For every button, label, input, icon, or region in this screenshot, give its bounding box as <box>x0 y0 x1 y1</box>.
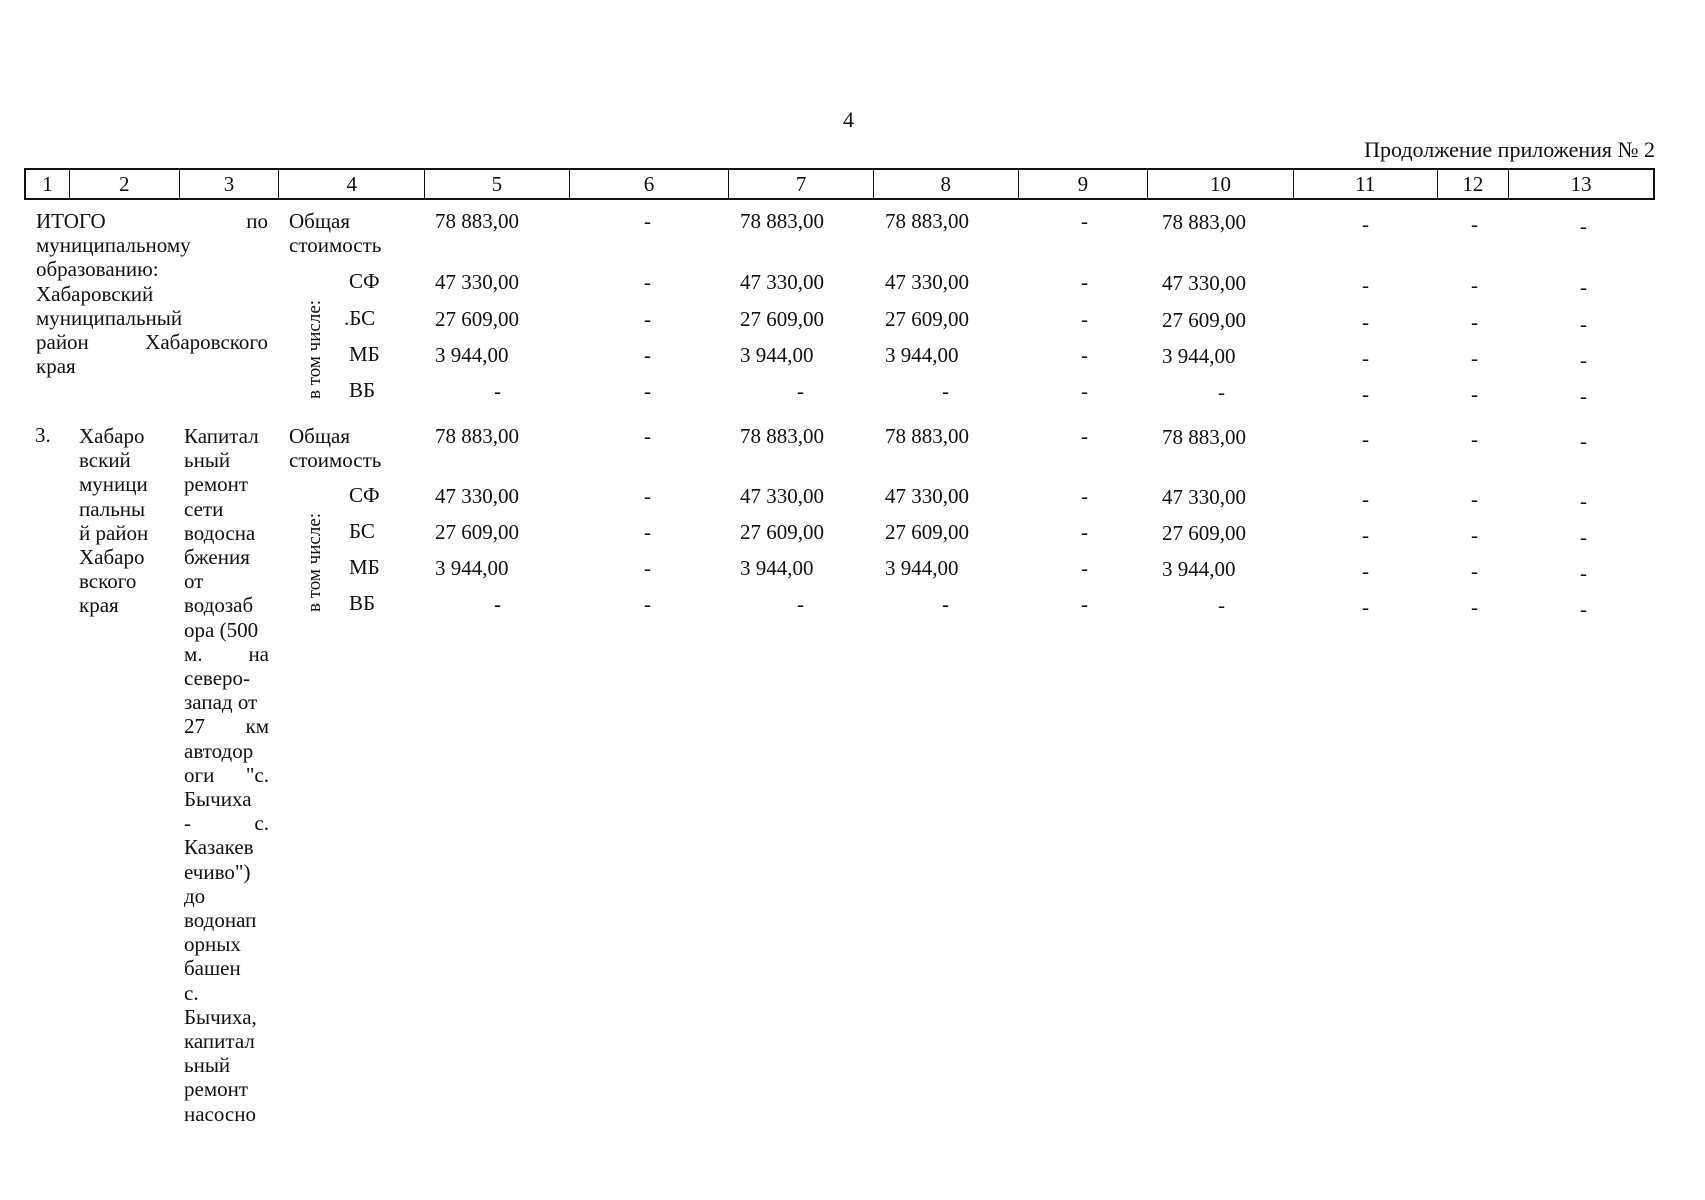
column-number: 13 <box>1570 172 1592 196</box>
item-row4-c5: - <box>494 592 501 616</box>
item-row3-label: МБ <box>349 555 380 579</box>
item-row3-c10: 3 944,00 <box>1162 557 1236 581</box>
total-row2-c13: - <box>1580 312 1587 336</box>
item-row1-c8: 47 330,00 <box>885 484 969 508</box>
item-row2-c10: 27 609,00 <box>1162 521 1246 545</box>
total-row4-c12: - <box>1471 382 1478 406</box>
item-row1-c9: - <box>1081 484 1088 508</box>
total-row2-c9: - <box>1081 307 1088 331</box>
total-row0-c13: - <box>1580 214 1587 238</box>
total-vertical-label: в том числе: <box>304 299 325 399</box>
total-row4-c7: - <box>797 379 804 403</box>
total-cost-label: Общая стоимость <box>289 209 382 258</box>
item-row1-label: СФ <box>349 483 380 507</box>
total-row1-label: СФ <box>349 269 380 293</box>
item-description: Капитал ьный ремонт сети водосна бжения от водозаб ора (500 м. на северо- запад от 27 км автодор оги "с. Бычиха - с. Казакев ечиво") до водонап орных башен с. Бычиха, капитал ьный ремонт насосно <box>184 424 269 1126</box>
column-number: 6 <box>570 170 730 198</box>
total-row1-c9: - <box>1081 270 1088 294</box>
item-row1-c5: 47 330,00 <box>435 484 519 508</box>
item-row2-label: БС <box>349 519 375 543</box>
item-row1-c10: 47 330,00 <box>1162 485 1246 509</box>
item-row2-c13: - <box>1580 525 1587 549</box>
total-row2-c12: - <box>1471 310 1478 334</box>
item-vertical-label: в том числе: <box>304 512 325 612</box>
total-row4-c8: - <box>942 379 949 403</box>
total-row2-c7: 27 609,00 <box>740 307 824 331</box>
total-row3-c5: 3 944,00 <box>435 343 509 367</box>
item-row4-c12: - <box>1471 595 1478 619</box>
item-row0-c10: 78 883,00 <box>1162 425 1246 449</box>
item-row1-c13: - <box>1580 489 1587 513</box>
column-number: 1 <box>26 170 70 198</box>
item-row0-c6: - <box>644 424 651 448</box>
column-number: 5 <box>425 170 570 198</box>
total-row2-label: .БС <box>344 306 376 330</box>
item-row3-c7: 3 944,00 <box>740 556 814 580</box>
item-row0-c13: - <box>1580 429 1587 453</box>
item-row3-c5: 3 944,00 <box>435 556 509 580</box>
item-row0-c11: - <box>1362 427 1369 451</box>
total-row0-c6: - <box>644 209 651 233</box>
item-row2-c6: - <box>644 520 651 544</box>
column-number: 11 <box>1294 170 1438 198</box>
item-row4-c9: - <box>1081 592 1088 616</box>
total-row1-c7: 47 330,00 <box>740 270 824 294</box>
item-row3-c11: - <box>1362 559 1369 583</box>
item-row3-c12: - <box>1471 559 1478 583</box>
item-row4-c6: - <box>644 592 651 616</box>
item-row1-c11: - <box>1362 487 1369 511</box>
total-row2-c10: 27 609,00 <box>1162 308 1246 332</box>
column-number: 12 <box>1438 170 1510 198</box>
total-row1-c5: 47 330,00 <box>435 270 519 294</box>
total-row3-c8: 3 944,00 <box>885 343 959 367</box>
total-row1-c8: 47 330,00 <box>885 270 969 294</box>
total-row0-c12: - <box>1471 212 1478 236</box>
total-row0-c7: 78 883,00 <box>740 209 824 233</box>
item-row2-c9: - <box>1081 520 1088 544</box>
item-row4-c8: - <box>942 592 949 616</box>
total-row4-c10: - <box>1218 380 1225 404</box>
total-row3-label: МБ <box>349 342 380 366</box>
item-row2-c5: 27 609,00 <box>435 520 519 544</box>
total-row0-c8: 78 883,00 <box>885 209 969 233</box>
total-row2-c8: 27 609,00 <box>885 307 969 331</box>
item-row1-c6: - <box>644 484 651 508</box>
total-row1-c13: - <box>1580 275 1587 299</box>
total-row0-c10: 78 883,00 <box>1162 210 1246 234</box>
total-row4-c5: - <box>494 379 501 403</box>
total-row0-c11: - <box>1362 212 1369 236</box>
total-row3-c7: 3 944,00 <box>740 343 814 367</box>
column-number: 7 <box>729 170 874 198</box>
total-row1-c10: 47 330,00 <box>1162 271 1246 295</box>
total-row2-c5: 27 609,00 <box>435 307 519 331</box>
total-row1-c11: - <box>1362 273 1369 297</box>
total-row3-c12: - <box>1471 346 1478 370</box>
column-number: 9 <box>1019 170 1149 198</box>
item-row2-c7: 27 609,00 <box>740 520 824 544</box>
item-row4-c13: - <box>1580 597 1587 621</box>
column-number: 3 <box>180 170 280 198</box>
item-row0-c8: 78 883,00 <box>885 424 969 448</box>
item-row4-c10: - <box>1218 593 1225 617</box>
item-row0-c9: - <box>1081 424 1088 448</box>
page-number: 4 <box>843 107 854 132</box>
total-row4-c11: - <box>1362 382 1369 406</box>
total-row4-c13: - <box>1580 384 1587 408</box>
item-row3-c9: - <box>1081 556 1088 580</box>
item-row0-c5: 78 883,00 <box>435 424 519 448</box>
total-row0-c5: 78 883,00 <box>435 209 519 233</box>
item-row0-c12: - <box>1471 427 1478 451</box>
column-number: 10 <box>1148 170 1294 198</box>
total-row0-c9: - <box>1081 209 1088 233</box>
item-row2-c12: - <box>1471 523 1478 547</box>
total-row4-label: ВБ <box>349 378 376 402</box>
column-number: 8 <box>874 170 1019 198</box>
total-row3-c13: - <box>1580 348 1587 372</box>
total-row4-c9: - <box>1081 379 1088 403</box>
item-row0-c7: 78 883,00 <box>740 424 824 448</box>
total-row1-c12: - <box>1471 273 1478 297</box>
item-row2-c11: - <box>1362 523 1369 547</box>
item-row3-c6: - <box>644 556 651 580</box>
total-row3-c9: - <box>1081 343 1088 367</box>
total-row4-c6: - <box>644 379 651 403</box>
total-row3-c6: - <box>644 343 651 367</box>
total-row3-c10: 3 944,00 <box>1162 344 1236 368</box>
item-row4-label: ВБ <box>349 591 376 615</box>
item-row2-c8: 27 609,00 <box>885 520 969 544</box>
column-number: 2 <box>70 170 180 198</box>
item-row3-c8: 3 944,00 <box>885 556 959 580</box>
item-row4-c11: - <box>1362 595 1369 619</box>
total-row1-c6: - <box>644 270 651 294</box>
item-municipality: Хабаро вский муници пальны й район Хабаро вского края <box>79 424 149 618</box>
total-row2-c11: - <box>1362 310 1369 334</box>
total-row3-c11: - <box>1362 346 1369 370</box>
total-row2-c6: - <box>644 307 651 331</box>
item-cost-label: Общая стоимость <box>289 424 382 473</box>
continuation-label: Продолжение приложения № 2 <box>1364 137 1655 162</box>
item-row3-c13: - <box>1580 561 1587 585</box>
item-row4-c7: - <box>797 592 804 616</box>
item-row1-c12: - <box>1471 487 1478 511</box>
column-number-header <box>24 168 1655 200</box>
column-number: 4 <box>279 170 425 198</box>
total-title: ИТОГО по муниципальному образованию: Хабаровский муниципальный район Хабаровского края <box>36 209 268 379</box>
item-number: 3. <box>35 423 51 447</box>
item-row1-c7: 47 330,00 <box>740 484 824 508</box>
